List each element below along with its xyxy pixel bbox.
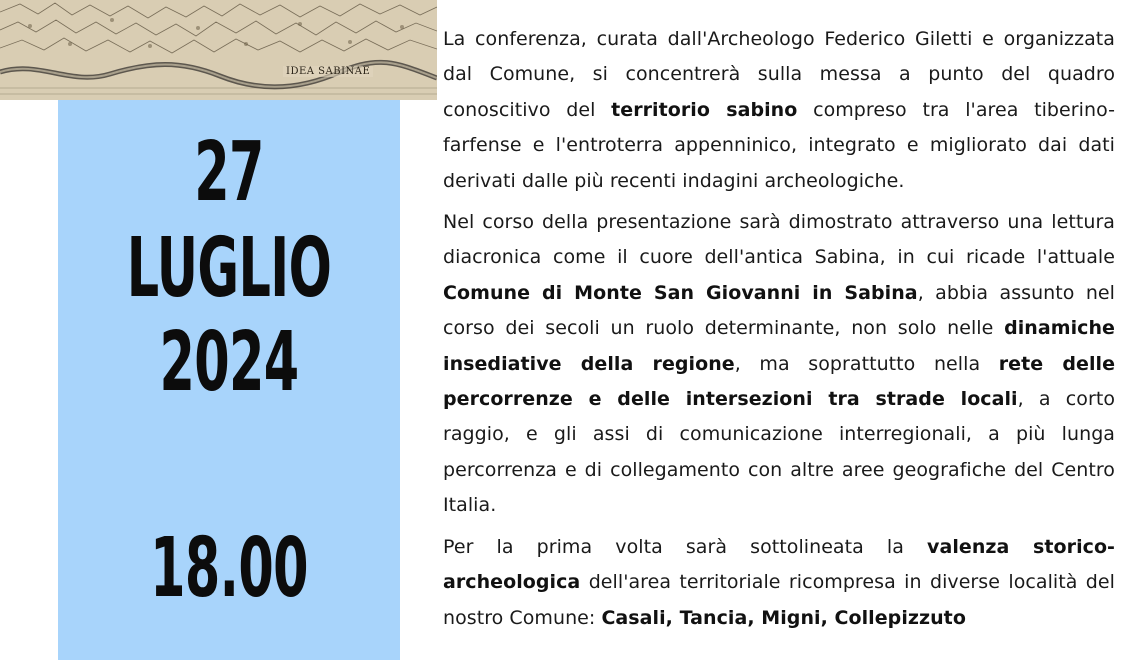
event-date-panel xyxy=(58,100,400,660)
bold-phrase: dinamiche insediative della regione xyxy=(443,317,1115,375)
bold-phrase: Casali, Tancia, Migni, Collepizzuto xyxy=(601,606,966,629)
historic-map-image xyxy=(0,0,437,100)
text-run: compreso tra l'area tiberino-farfense e l'entroterra appenninico, integrato e migliorato dai dati derivati dalle più recenti indagini archeologiche. xyxy=(443,98,1116,192)
text-run: Per la prima volta sarà sottolineata la xyxy=(443,535,928,558)
event-year: 2024 xyxy=(159,315,299,410)
event-month: LUGLIO xyxy=(126,221,332,316)
text-run: , abbia assunto nel corso dei secoli un ruolo determinante, non solo nelle xyxy=(443,281,1115,340)
bold-phrase: valenza storico-archeologica xyxy=(443,535,1115,594)
event-time: 18.00 xyxy=(150,521,308,616)
paragraph-3 xyxy=(443,530,1115,636)
conference-description xyxy=(443,22,1115,642)
paragraph-1 xyxy=(443,22,1115,199)
event-day: 27 xyxy=(194,125,264,220)
map-caption: IDEA SABINAE xyxy=(283,66,373,77)
bold-phrase: rete delle percorrenze e delle intersezioni tra strade locali xyxy=(443,352,1116,411)
paragraph-2 xyxy=(443,205,1115,524)
text-run: , ma soprattutto nella xyxy=(734,352,999,375)
text-run: , a corto raggio, e gli assi di comunicazione interregionali, a più lunga percorrenza e di collegamento con altre aree geografiche del Centro Italia. xyxy=(443,388,1116,517)
bold-phrase: territorio sabino xyxy=(611,98,798,121)
bold-phrase: Comune di Monte San Giovanni in Sabina xyxy=(443,281,918,304)
text-run: La conferenza, curata dall'Archeologo Federico Giletti e organizzata dal Comune, si concentrerà sulla messa a punto del quadro conoscitivo del xyxy=(443,28,1115,121)
text-run: Nel corso della presentazione sarà dimostrato attraverso una lettura diacronica come il cuore dell'antica Sabina, in cui ricade l'attuale xyxy=(443,211,1115,269)
text-run: dell'area territoriale ricompresa in diverse località del nostro Comune: xyxy=(443,571,1115,629)
